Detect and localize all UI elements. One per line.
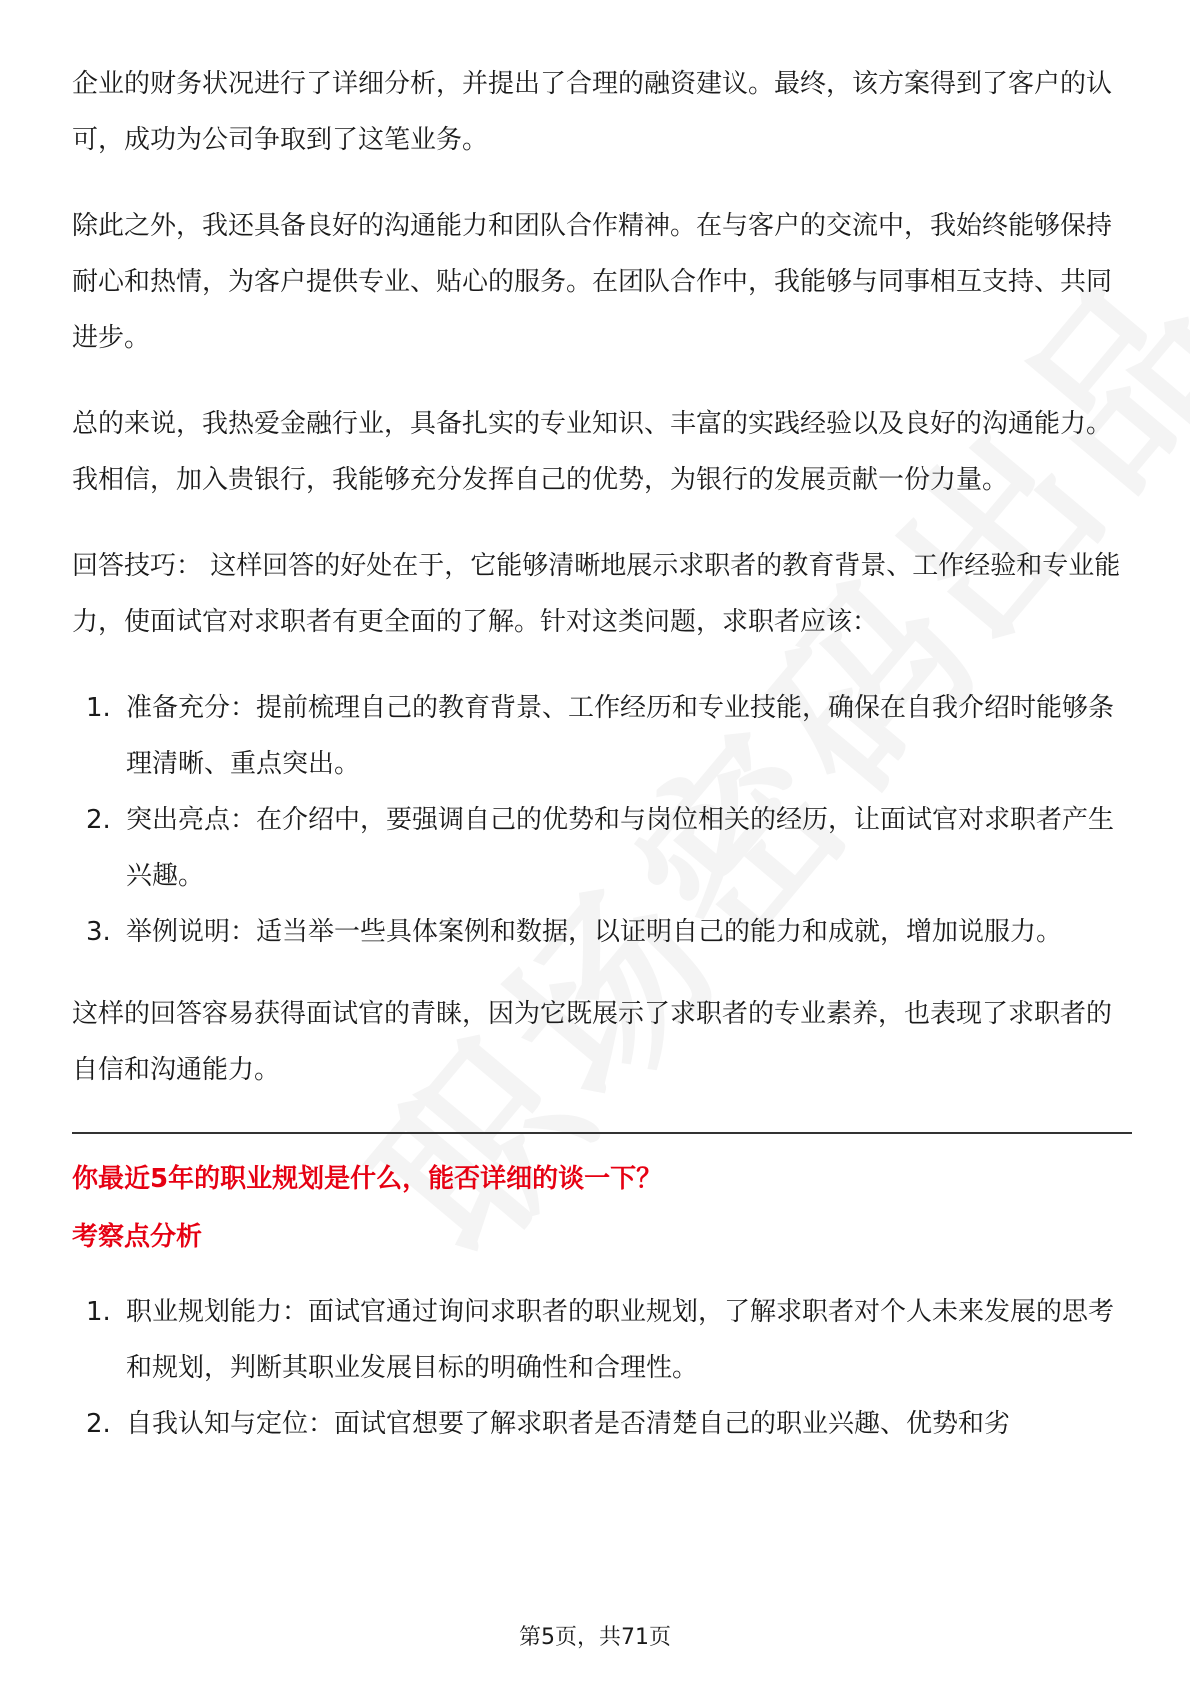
list-text: 自我认知与定位：面试官想要了解求职者是否清楚自己的职业兴趣、优势和劣 [126,1409,1011,1439]
paragraph: 总的来说，我热爱金融行业，具备扎实的专业知识、丰富的实践经验以及良好的沟通能力。我相信，加入贵银行，我能够充分发挥自己的优势，为银行的发展贡献一份力量。 [72,409,1113,495]
list-text: 职业规划能力：面试官通过询问求职者的职业规划，了解求职者对个人未来发展的思考和规划，判断其职业发展目标的明确性和合理性。 [126,1297,1115,1383]
list-number: 2. [86,805,111,835]
page-footer: 第5页，共71页 [519,1625,671,1650]
closing-paragraph: 这样的回答容易获得面试官的青睐，因为它既展示了求职者的专业素养，也表现了求职者的自信和沟通能力。 [72,999,1113,1085]
list-item [72,904,1132,960]
paragraph: 企业的财务状况进行了详细分析，并提出了合理的融资建议。最终，该方案得到了客户的认可，成功为公司争取到了这笔业务。 [72,69,1113,155]
analysis-heading: 考察点分析 [72,1222,203,1252]
paragraph: 除此之外，我还具备良好的沟通能力和团队合作精神。在与客户的交流中，我始终能够保持耐心和热情，为客户提供专业、贴心的服务。在团队合作中，我能够与同事相互支持、共同进步。 [72,211,1113,353]
list-text: 准备充分：提前梳理自己的教育背景、工作经历和专业技能，确保在自我介绍时能够条理清晰、重点突出。 [126,693,1115,779]
list-text: 突出亮点：在介绍中，要强调自己的优势和与岗位相关的经历，让面试官对求职者产生兴趣。 [126,805,1115,891]
list-item [72,1396,1132,1452]
analysis-list [72,1284,1132,1452]
list-number: 1. [86,1297,111,1327]
page-content [72,56,1132,1478]
list-number: 3. [86,917,111,947]
list-text: 举例说明：适当举一些具体案例和数据，以证明自己的能力和成就，增加说服力。 [126,917,1063,947]
question-heading: 你最近5年的职业规划是什么，能否详细的谈一下？ [72,1164,663,1194]
list-item [72,1284,1132,1396]
section-divider [72,1132,1132,1134]
list-item [72,680,1132,792]
list-number: 1. [86,693,111,723]
list-item [72,792,1132,904]
list-number: 2. [86,1409,111,1439]
tips-list [72,680,1132,960]
answer-tips-intro: 回答技巧： 这样回答的好处在于，它能够清晰地展示求职者的教育背景、工作经验和专业能力，使面试官对求职者有更全面的了解。针对这类问题，求职者应该： [72,551,1121,637]
